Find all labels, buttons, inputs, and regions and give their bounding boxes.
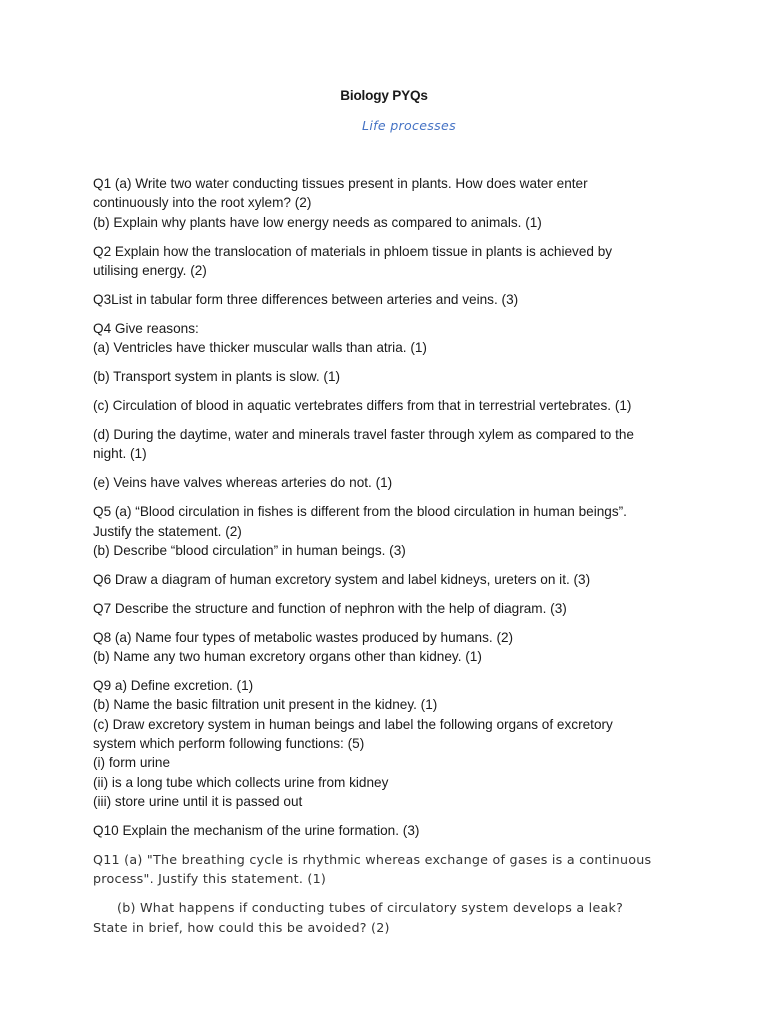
question-4c — [93, 396, 673, 415]
question-3 — [93, 290, 673, 309]
question-11b — [93, 898, 673, 937]
question-4d — [93, 425, 673, 464]
question-5 — [93, 502, 673, 560]
question-line: Q9 a) Define excretion. (1) — [93, 678, 254, 694]
question-7 — [93, 599, 673, 618]
question-11a — [93, 850, 673, 889]
page-title: Biology PYQs — [340, 88, 428, 103]
question-line: (b) Transport system in plants is slow. (1) — [93, 369, 341, 385]
question-line: Q5 (a) “Blood circulation in fishes is different from the blood circulation in human beings”. — [93, 504, 627, 520]
question-line: Q4 Give reasons: — [93, 320, 199, 336]
question-list — [93, 174, 673, 947]
question-line: continuously into the root xylem? (2) — [93, 195, 312, 211]
question-line: Q11 (a) "The breathing cycle is rhythmic whereas exchange of gases is a continuous — [93, 851, 652, 867]
question-line: Q3List in tabular form three differences between arteries and veins. (3) — [93, 291, 519, 307]
page-subtitle: Life processes — [362, 118, 456, 133]
question-line: (b) Name any two human excretory organs other than kidney. (1) — [93, 649, 482, 665]
question-line: (b) Explain why plants have low energy needs as compared to animals. (1) — [93, 214, 542, 230]
question-line: process". Justify this statement. (1) — [93, 871, 327, 887]
question-line: Q8 (a) Name four types of metabolic wastes produced by humans. (2) — [93, 629, 514, 645]
question-line: (b) Describe “blood circulation” in human beings. (3) — [93, 542, 406, 558]
question-line: (a) Ventricles have thicker muscular walls than atria. (1) — [93, 340, 427, 356]
question-8 — [93, 628, 673, 667]
question-line: (i) form urine — [93, 755, 171, 771]
question-6 — [93, 570, 673, 589]
question-line: (e) Veins have valves whereas arteries do not. (1) — [93, 475, 393, 491]
question-line: Q7 Describe the structure and function of nephron with the help of diagram. (3) — [93, 600, 567, 616]
question-line: (b) Name the basic filtration unit present in the kidney. (1) — [93, 697, 438, 713]
question-line: (c) Circulation of blood in aquatic vertebrates differs from that in terrestrial vertebrates. (1) — [93, 398, 632, 414]
question-4b — [93, 367, 673, 386]
question-2 — [93, 242, 673, 281]
question-line: night. (1) — [93, 446, 147, 462]
question-4e — [93, 473, 673, 492]
question-line: State in brief, how could this be avoided? (2) — [93, 919, 390, 935]
question-9 — [93, 676, 673, 811]
question-line: (d) During the daytime, water and minerals travel faster through xylem as compared to the — [93, 427, 634, 443]
question-line: (b) What happens if conducting tubes of circulatory system develops a leak? — [117, 900, 624, 916]
question-line: Q10 Explain the mechanism of the urine formation. (3) — [93, 822, 420, 838]
question-1 — [93, 174, 673, 232]
question-line: (iii) store urine until it is passed out — [93, 793, 303, 809]
question-4 — [93, 319, 673, 358]
question-line: Q1 (a) Write two water conducting tissues present in plants. How does water enter — [93, 176, 588, 191]
question-line: Q6 Draw a diagram of human excretory system and label kidneys, ureters on it. (3) — [93, 571, 591, 587]
question-line: Justify the statement. (2) — [93, 523, 242, 539]
question-line: (c) Draw excretory system in human beings and label the following organs of excretory — [93, 716, 613, 732]
question-line: system which perform following functions: (5) — [93, 736, 365, 752]
question-10 — [93, 821, 673, 840]
question-line: Q2 Explain how the translocation of materials in phloem tissue in plants is achieved by — [93, 243, 613, 259]
question-line: utilising energy. (2) — [93, 262, 207, 278]
question-line: (ii) is a long tube which collects urine from kidney — [93, 774, 389, 790]
